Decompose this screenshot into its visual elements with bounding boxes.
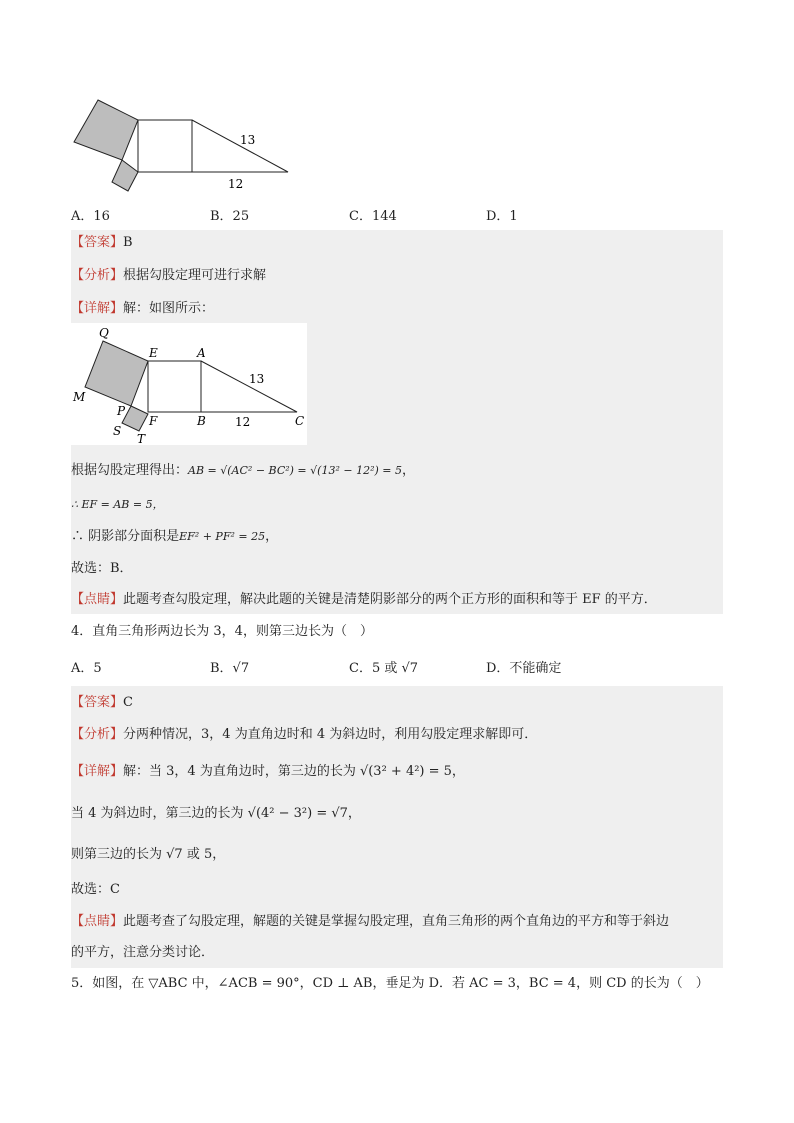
step1-math: AB = √(AC² − BC²) = √(13² − 12²) = 5 [188,464,402,477]
q5-question: 5．如图，在 ▽ABC 中，∠ACB = 90°，CD ⊥ AB，垂足为 D．若 AC = 3，BC = 4，则 CD 的长为（ ） [71,976,709,991]
fig1-label-base: 12 [228,177,244,191]
label-a: A [197,346,206,360]
step3-text: ∴ 阴影部分面积是 [71,529,180,544]
step3-end: ， [265,529,279,544]
q4-analysis [71,725,537,745]
comment-tag: 【点睛】 [71,914,124,929]
step1-text: 根据勾股定理得出： [71,463,189,478]
q3-detail [71,299,214,319]
label-t: T [137,432,146,445]
q3-step2 [71,495,164,515]
fig1-shaded-square-large [74,100,138,160]
q4-line3: 则第三边的长为 √7 或 5， [71,847,226,862]
comment-text: 此题考查了勾股定理，解题的关键是掌握勾股定理，直角三角形的两个直角边的平方和等于斜边 [123,914,670,929]
step1-end: ， [401,463,415,478]
answer-tag: 【答案】 [71,235,124,250]
figure-1 [70,96,300,196]
q4-comment [71,912,669,932]
q4-option-b: B．√7 [210,661,250,676]
label-hyp: 13 [249,372,265,386]
figure-2 [71,323,307,445]
detail-tag: 【详解】 [71,764,124,779]
comment-text: 此题考查勾股定理，解决此题的关键是清楚阴影部分的两个正方形的面积和等于 EF 的平方． [123,592,657,607]
q4-detail [71,762,465,782]
answer-value: C [123,695,133,710]
q3-comment [71,590,657,610]
q3-answer [71,233,133,253]
detail-tag: 【详解】 [71,301,124,316]
label-e: E [149,346,158,360]
comment-tag: 【点睛】 [71,592,124,607]
analysis-tag: 【分析】 [71,727,124,742]
fig1-triangle [138,120,288,172]
analysis-tag: 【分析】 [71,268,124,283]
label-m: M [73,390,86,404]
answer-value: B [123,235,133,250]
q3-option-b: B．25 [210,209,250,224]
q3-step3 [71,527,278,547]
q4-option-a: A．5 [71,661,102,676]
analysis-text: 根据勾股定理可进行求解 [123,268,267,283]
analysis-text: 分两种情况，3，4 为直角边时和 4 为斜边时，利用勾股定理求解即可． [123,727,538,742]
q4-option-c: C．5 或 √7 [349,661,419,676]
detail-text: 解：如图所示： [123,301,215,316]
q4-comment-cont: 的平方，注意分类讨论． [71,945,215,960]
q4-option-d: D．不能确定 [486,661,562,676]
detail-text: 解：当 3，4 为直角边时，第三边的长为 √(3² + 4²) = 5， [123,764,465,779]
q3-step1 [71,461,415,481]
label-base: 12 [235,415,251,429]
label-q: Q [99,326,109,340]
step2-math: ∴ EF = AB = 5， [71,498,164,511]
answer-tag: 【答案】 [71,695,124,710]
q3-analysis [71,266,266,286]
label-b: B [197,414,206,428]
fig1-shaded-square-small [112,160,138,191]
fig1-label-hyp: 13 [240,133,256,147]
q4-answer [71,693,133,713]
label-s: S [113,424,122,438]
q4-question: 4．直角三角形两边长为 3，4，则第三边长为（ ） [71,624,373,639]
q3-option-c: C．144 [349,209,397,224]
label-f: F [149,414,158,428]
fig1-square [138,120,192,172]
q4-choose: 故选：C [71,882,120,897]
label-c: C [295,414,305,428]
q3-choose: 故选：B． [71,561,133,576]
q3-option-a: A．16 [71,209,110,224]
step3-math: EF² + PF² = 25 [179,530,266,543]
q3-option-d: D．1 [486,209,518,224]
q4-line2: 当 4 为斜边时，第三边的长为 √(4² − 3²) = √7， [71,806,361,821]
label-p: P [117,404,126,418]
